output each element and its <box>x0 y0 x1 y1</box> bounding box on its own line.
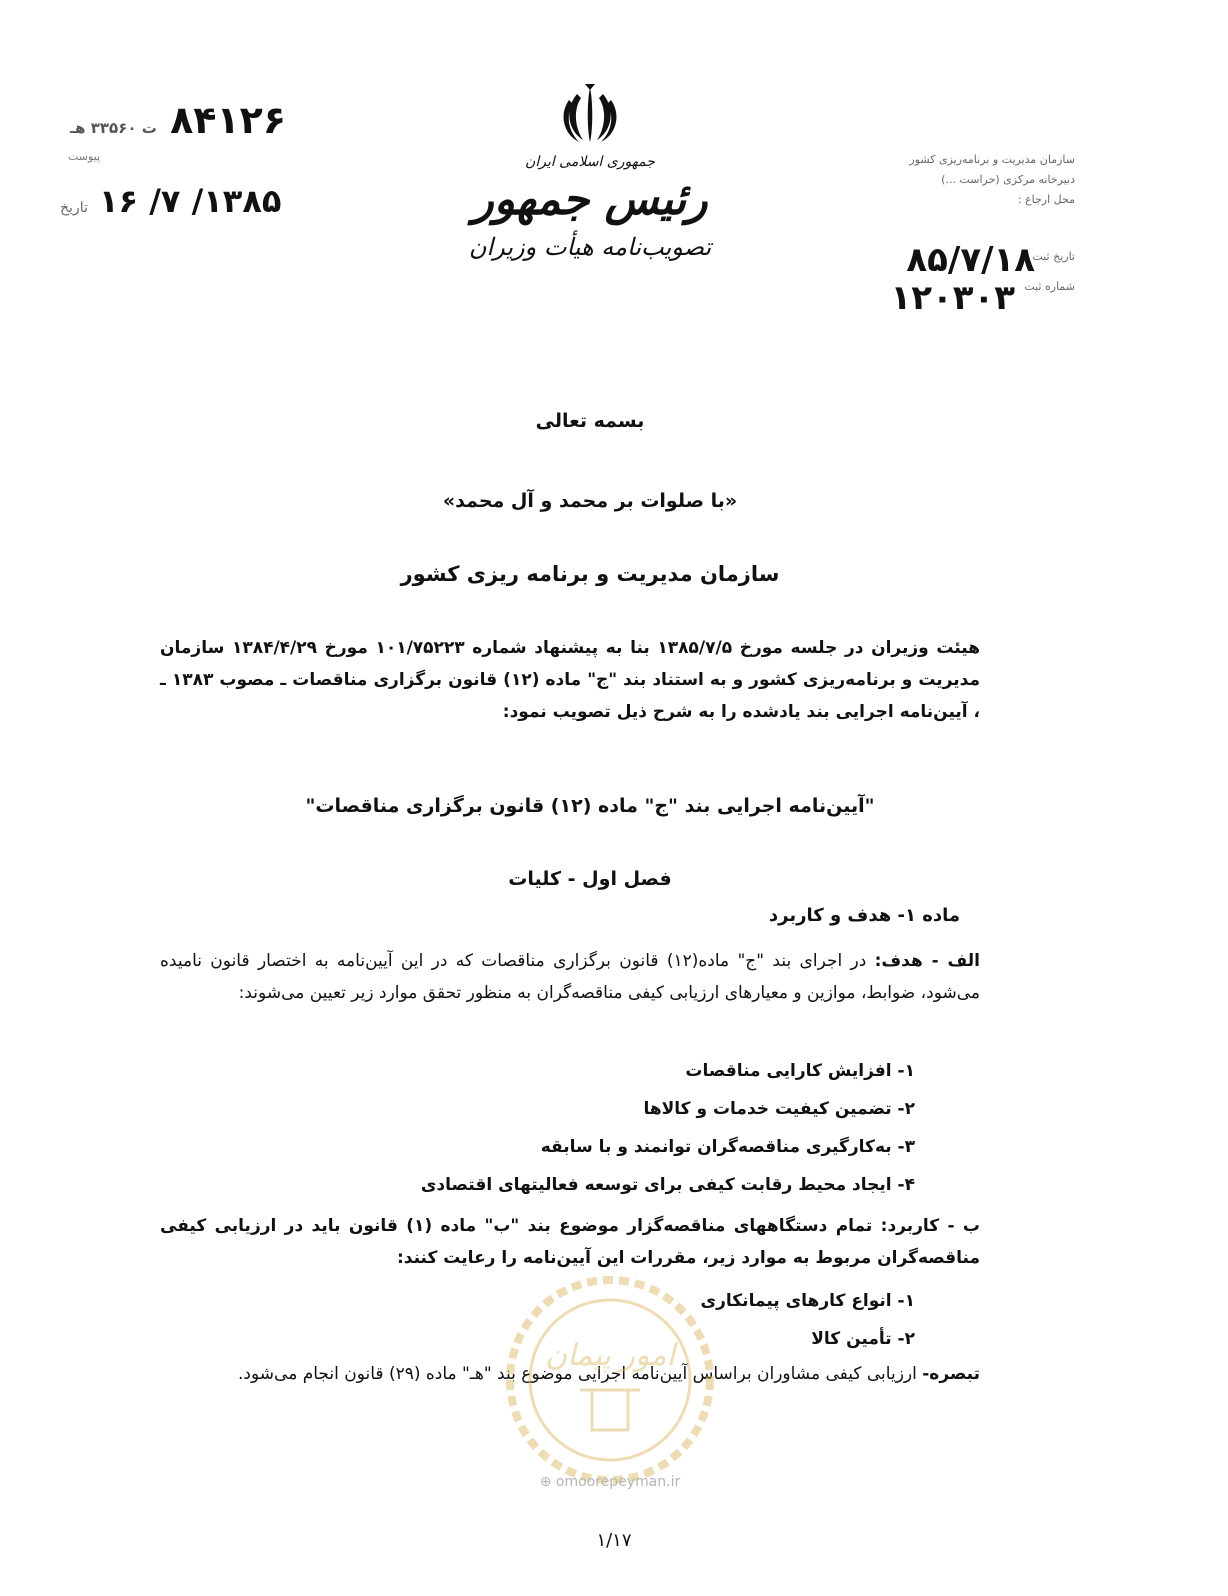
letter-number-prefix: ت ۳۳۵۶۰ هـ <box>70 119 157 137</box>
part-a-text: در اجرای بند "ج" ماده(۱۲) قانون برگزاری مناقصات که در این آیین‌نامه به اختصار قانون نامیده می‌شود، ضوابط، موازین و معیارهای ارزیابی کیفی مناقصه‌گران به منظور تحقق موارد زیر تعیین می‌شوند: <box>160 951 980 1003</box>
list-item: ۳- به‌کارگیری مناقصه‌گران توانمند و با سابقه <box>540 1137 915 1157</box>
note-label: تبصره- <box>922 1364 980 1384</box>
republic-title: جمهوری اسلامی ایران <box>525 154 655 170</box>
preamble-paragraph: هیئت وزیران در جلسه مورخ ۱۳۸۵/۷/۵ بنا به پیشنهاد شماره ۱۰۱/۷۵۲۲۳ مورخ ۱۳۸۴/۴/۲۹ سازمان مدیریت و برنامه‌ریزی کشور و به استناد بند "ج" ماده (۱۲) قانون برگزاری مناقصات ـ مصوب ۱۳۸۳ ـ ، آیین‌نامه اجرایی بند یادشده را به شرح ذیل تصویب نمود: <box>160 638 981 722</box>
list-item: ۴- ایجاد محیط رقابت کیفی برای توسعه فعالیتهای اقتصادی <box>420 1175 915 1195</box>
registration-stamp <box>845 150 1075 318</box>
stamp-number-label: شماره ثبت <box>1024 280 1075 293</box>
letter-date-value: ۱۳۸۵/ ۷/ ۱۶ <box>99 182 282 220</box>
watermark-url <box>510 1474 710 1490</box>
stamp-organization: سازمان مدیریت و برنامه‌ریزی کشور <box>909 153 1075 166</box>
page-number: ۱/۱۷ <box>596 1530 632 1551</box>
salawat-heading: «با صلوات بر محمد و آل محمد» <box>442 490 738 512</box>
globe-icon: ⊕ <box>539 1474 552 1490</box>
stamp-number-value: ۱۲۰۳۰۳ <box>890 278 1015 318</box>
iran-emblem-icon <box>555 80 625 150</box>
list-item: ۱- انواع کارهای پیمانکاری <box>700 1291 915 1311</box>
note-text: ارزیابی کیفی مشاوران براساس آیین‌نامه اجرایی موضوع بند "هـ" ماده (۲۹) قانون انجام می‌شود. <box>238 1364 923 1384</box>
part-b-label: ب - کاربرد: <box>880 1216 980 1236</box>
stamp-date-value: ۸۵/۷/۱۸ <box>906 240 1035 280</box>
letter-number <box>70 98 286 142</box>
stamp-date-label: تاریخ ثبت <box>1032 250 1075 263</box>
chapter-heading: فصل اول - کلیات <box>508 868 672 890</box>
watermark-logo-text: امور پیمان <box>545 1338 675 1373</box>
regulation-title: "آیین‌نامه اجرایی بند "ج" ماده (۱۲) قانون برگزاری مناقصات" <box>305 795 875 817</box>
part-a-label: الف - هدف: <box>874 951 980 971</box>
letterhead <box>430 80 750 340</box>
cabinet-approval-title: تصویب‌نامه هیأت وزیران <box>468 233 712 261</box>
part-b-paragraph <box>160 1210 980 1274</box>
part-a-paragraph <box>160 945 980 1009</box>
president-title: رئیس جمهور <box>472 174 708 225</box>
letter-number-value: ۸۴۱۲۶ <box>170 98 287 142</box>
list-item: ۲- تأمین کالا <box>811 1329 915 1349</box>
stamp-secretariat: دبیرخانه مرکزی (حراست ...) <box>941 173 1075 186</box>
letter-date-label: تاریخ <box>60 200 88 216</box>
watermark-url-text: omoorepeyman.ir <box>555 1474 681 1490</box>
letter-reference-block <box>60 98 380 238</box>
watermark-logo <box>500 1270 720 1490</box>
part-a-list <box>160 1052 915 1204</box>
basmala-heading: بسمه تعالی <box>535 410 645 432</box>
addressee-organization: سازمان مدیریت و برنامه ریزی کشور <box>400 562 780 586</box>
list-item: ۱- افزایش کارایی مناقصات <box>685 1061 915 1081</box>
list-item: ۲- تضمین کیفیت خدمات و کالاها <box>643 1099 915 1119</box>
enclosure-label: پیوست <box>68 150 101 163</box>
letter-date <box>60 182 281 220</box>
article-heading: ماده ۱- هدف و کاربرد <box>768 905 960 926</box>
stamp-referral: محل ارجاع : <box>1017 193 1075 206</box>
part-b-text: تمام دستگاههای مناقصه‌گزار موضوع بند "ب" ماده (۱) قانون باید در ارزیابی کیفی مناقصه‌گران مربوط به موارد زیر، مقررات این آیین‌نامه را رعایت کنند: <box>160 1216 980 1268</box>
